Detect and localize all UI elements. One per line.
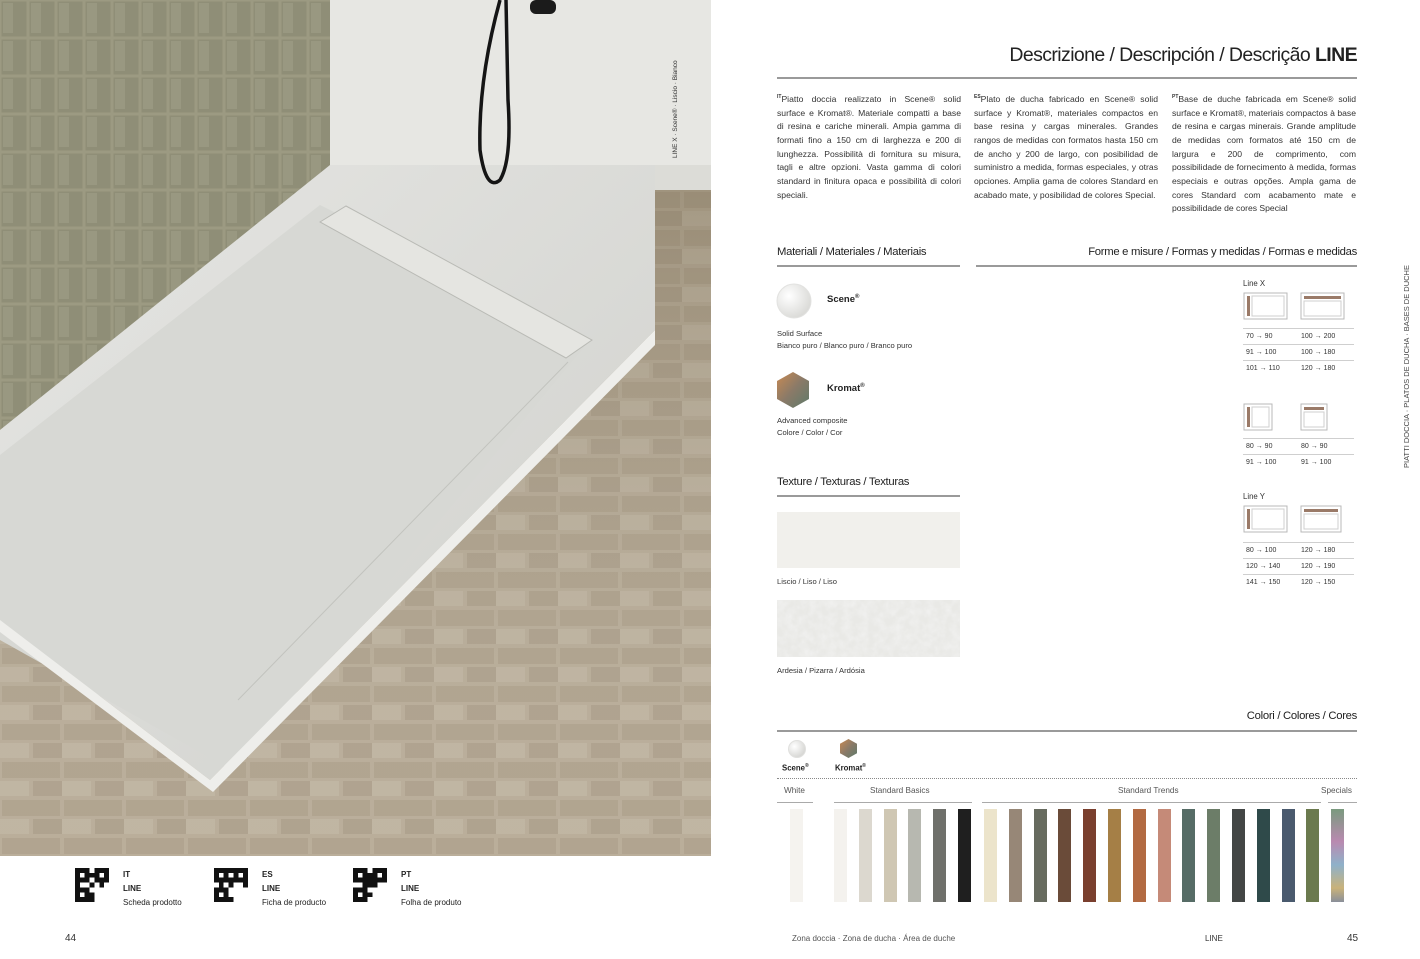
table-row [1243,454,1354,470]
material-name-kromat [827,383,865,394]
dim-cell: 80 → 100 [1246,547,1277,554]
dims-table-line-x-2 [1243,438,1354,470]
swatch-trend-3 [1034,809,1047,902]
page-title [777,44,1357,67]
material-name-text: Scene [827,294,855,306]
shape-line-x-square-top [1300,403,1328,431]
texture-slate-swatch [777,600,960,657]
qr-label: Ficha de producto [262,898,327,907]
qr-lang: ES [262,870,273,879]
swatch-basic-1 [834,809,847,902]
color-material-text: Kromat [835,763,863,773]
title-product: LINE [1314,44,1357,66]
textures-rule [777,495,960,497]
shape-line-y-drain-top [1300,505,1342,533]
group-white: White [784,786,805,795]
materials-rule [777,265,960,267]
swatch-trend-8 [1158,809,1171,902]
qr-code-icon[interactable] [214,868,248,902]
reg-mark: ® [862,763,866,769]
line-y-label: Line Y [1243,492,1265,501]
scene-swatch [775,282,813,320]
material-line1: Solid Surface [777,329,823,338]
dim-cell: 120 → 190 [1301,563,1336,570]
photo-caption [672,48,684,158]
group-line-white [777,802,813,803]
reg-mark: ® [804,763,809,769]
swatch-trend-2 [1009,809,1022,902]
qr-code-icon[interactable] [353,868,387,902]
group-line-specials [1328,802,1357,803]
group-line-trends [982,802,1321,803]
dims-table-line-y [1243,542,1354,590]
swatch-trend-7 [1133,809,1146,902]
dim-cell: 120 → 150 [1301,579,1336,586]
table-row [1243,360,1354,376]
description-es [974,91,1158,202]
kromat-color-icon [838,738,859,759]
swatch-basic-6 [958,809,971,902]
kromat-swatch [773,370,813,410]
material-name-text: Kromat [827,383,861,395]
material-name-scene [827,294,859,305]
qr-label: Folha de produto [401,898,462,907]
dim-cell: 91 → 100 [1246,349,1277,356]
product-photo [0,0,711,856]
scene-color-icon [787,739,807,759]
qr-label: Scheda prodotto [123,898,182,907]
dim-cell: 80 → 90 [1246,443,1273,450]
table-row [1243,574,1354,590]
qr-code-icon[interactable] [75,868,109,902]
dim-cell: 91 → 100 [1301,459,1332,466]
swatch-basic-3 [884,809,897,902]
desc-text: Piatto doccia realizzato in Scene® solid surface e Kromat®. Materiale compatti a base di resina e cariche minerali. Ampia gamma di formati fino a 150 cm di larghezza e 200 di lunghezza. Possibilità di fornitura su misura, tagli e altre opzioni. Vasta gamma di colori standard in finitura opaca e possibilità di colori speciali. [777,93,961,200]
desc-lang: IT [777,94,782,100]
dim-cell: 70 → 90 [1246,333,1273,340]
page-number-right: 45 [1347,933,1359,944]
dim-cell: 120 → 140 [1246,563,1281,570]
dim-cell: 91 → 100 [1246,459,1277,466]
group-standard-trends: Standard Trends [1118,786,1179,795]
photo-caption-text: LINE X · Scene® · Liscio · Bianco [672,60,679,158]
desc-text: Base de duche fabricada em Scene® solid surface e Kromat®, materiais compactos à base de resina e cargas minerais. Grande amplitude de medidas com formatos até 150 cm de largura e 200 de comprimento, com possibilidade de fornecimento à medida, formas especiais e outras opções. Ampla gama de cores Standard com acabamento mate e possibilidade de cores Special [1172,93,1356,214]
shape-line-y-drain-left [1243,505,1288,533]
title-prefix: Descrizione / Descripción / Descrição [1009,44,1311,66]
description-it [777,91,961,202]
dim-cell: 120 → 180 [1301,547,1336,554]
footer-product: LINE [1205,934,1223,943]
material-line1: Advanced composite [777,416,848,425]
shapes-rule [976,265,1357,267]
group-line-basics [834,802,972,803]
dim-cell: 100 → 180 [1301,349,1336,356]
footer-section: Zona doccia · Zona de ducha · Área de duche [792,934,956,943]
description-pt [1172,91,1356,216]
table-row [1243,542,1354,558]
qr-lang: PT [401,870,412,879]
qr-product: LINE [123,884,142,893]
swatch-trend-14 [1306,809,1319,902]
group-specials: Specials [1321,786,1352,795]
line-x-label: Line X [1243,279,1266,288]
texture-smooth-swatch [777,512,960,568]
swatch-basic-5 [933,809,946,902]
colors-title: Colori / Colores / Cores [1246,710,1357,722]
reg-mark: ® [855,294,860,300]
swatch-basic-2 [859,809,872,902]
material-desc-kromat [777,415,848,438]
dims-table-line-x-1 [1243,328,1354,376]
table-row [1243,558,1354,574]
materials-title: Materiali / Materiales / Materiais [777,246,927,258]
color-material-scene [782,763,809,773]
swatch-trend-10 [1207,809,1220,902]
dim-cell: 141 → 150 [1246,579,1281,586]
texture-slate-label: Ardesia / Pizarra / Ardósia [777,666,865,675]
shape-line-x-drain-top [1300,292,1345,320]
color-material-kromat [835,763,866,773]
dim-cell: 101 → 110 [1246,365,1280,372]
colors-rule [777,730,1357,732]
swatch-trend-11 [1232,809,1245,902]
qr-block-es[interactable] [214,868,326,910]
table-row [1243,328,1354,344]
material-desc-scene [777,328,912,351]
qr-block-pt[interactable] [353,868,462,910]
desc-text: Plato de ducha fabricado en Scene® solid surface y Kromat®, materiales compactos en base resina y cargas minerales. Grandes rangos de medidas con formatos hasta 150 cm de ancho y 200 de largo, con posibilidad de suministro a medida, formas especiales, y otras opciones. Amplia gama de colores Standard en acabado mate, y posibilidad de colores Special. [974,93,1158,200]
colors-dotted-rule [777,778,1357,779]
dim-cell: 120 → 180 [1301,365,1336,372]
material-line2: Bianco puro / Blanco puro / Branco puro [777,340,913,350]
shape-line-x-square-left [1243,403,1273,431]
texture-smooth-label: Liscio / Liso / Liso [777,577,837,586]
qr-block-it[interactable] [75,868,182,910]
title-rule [777,77,1357,79]
swatch-trend-9 [1182,809,1195,902]
swatch-trend-5 [1083,809,1096,902]
desc-lang: PT [1172,94,1179,100]
qr-product: LINE [262,884,281,893]
swatch-trend-6 [1108,809,1121,902]
swatch-trend-13 [1282,809,1295,902]
qr-lang: IT [123,870,131,879]
swatch-special-1 [1331,809,1344,902]
material-line2: Colore / Color / Cor [777,427,843,437]
textures-title: Texture / Texturas / Texturas [777,476,910,488]
swatch-trend-1 [984,809,997,902]
swatch-trend-12 [1257,809,1270,902]
desc-lang: ES [974,94,981,100]
page-number-left: 44 [65,933,77,944]
swatch-white [790,809,803,902]
shape-line-x-drain-left [1243,292,1288,320]
side-tab-text: PIATTI DOCCIA · PLATOS DE DUCHA · BASES DE DUCHE [1402,265,1411,468]
reg-mark: ® [860,383,865,389]
shapes-title: Forme e misure / Formas y medidas / Formas e medidas [1088,246,1357,258]
swatch-trend-4 [1058,809,1071,902]
dim-cell: 80 → 90 [1301,443,1328,450]
table-row [1243,344,1354,360]
dim-cell: 100 → 200 [1301,333,1336,340]
group-standard-basics: Standard Basics [870,786,930,795]
color-material-text: Scene [782,763,805,773]
table-row [1243,438,1354,454]
side-tab [1402,265,1416,485]
qr-product: LINE [401,884,420,893]
swatch-basic-4 [908,809,921,902]
